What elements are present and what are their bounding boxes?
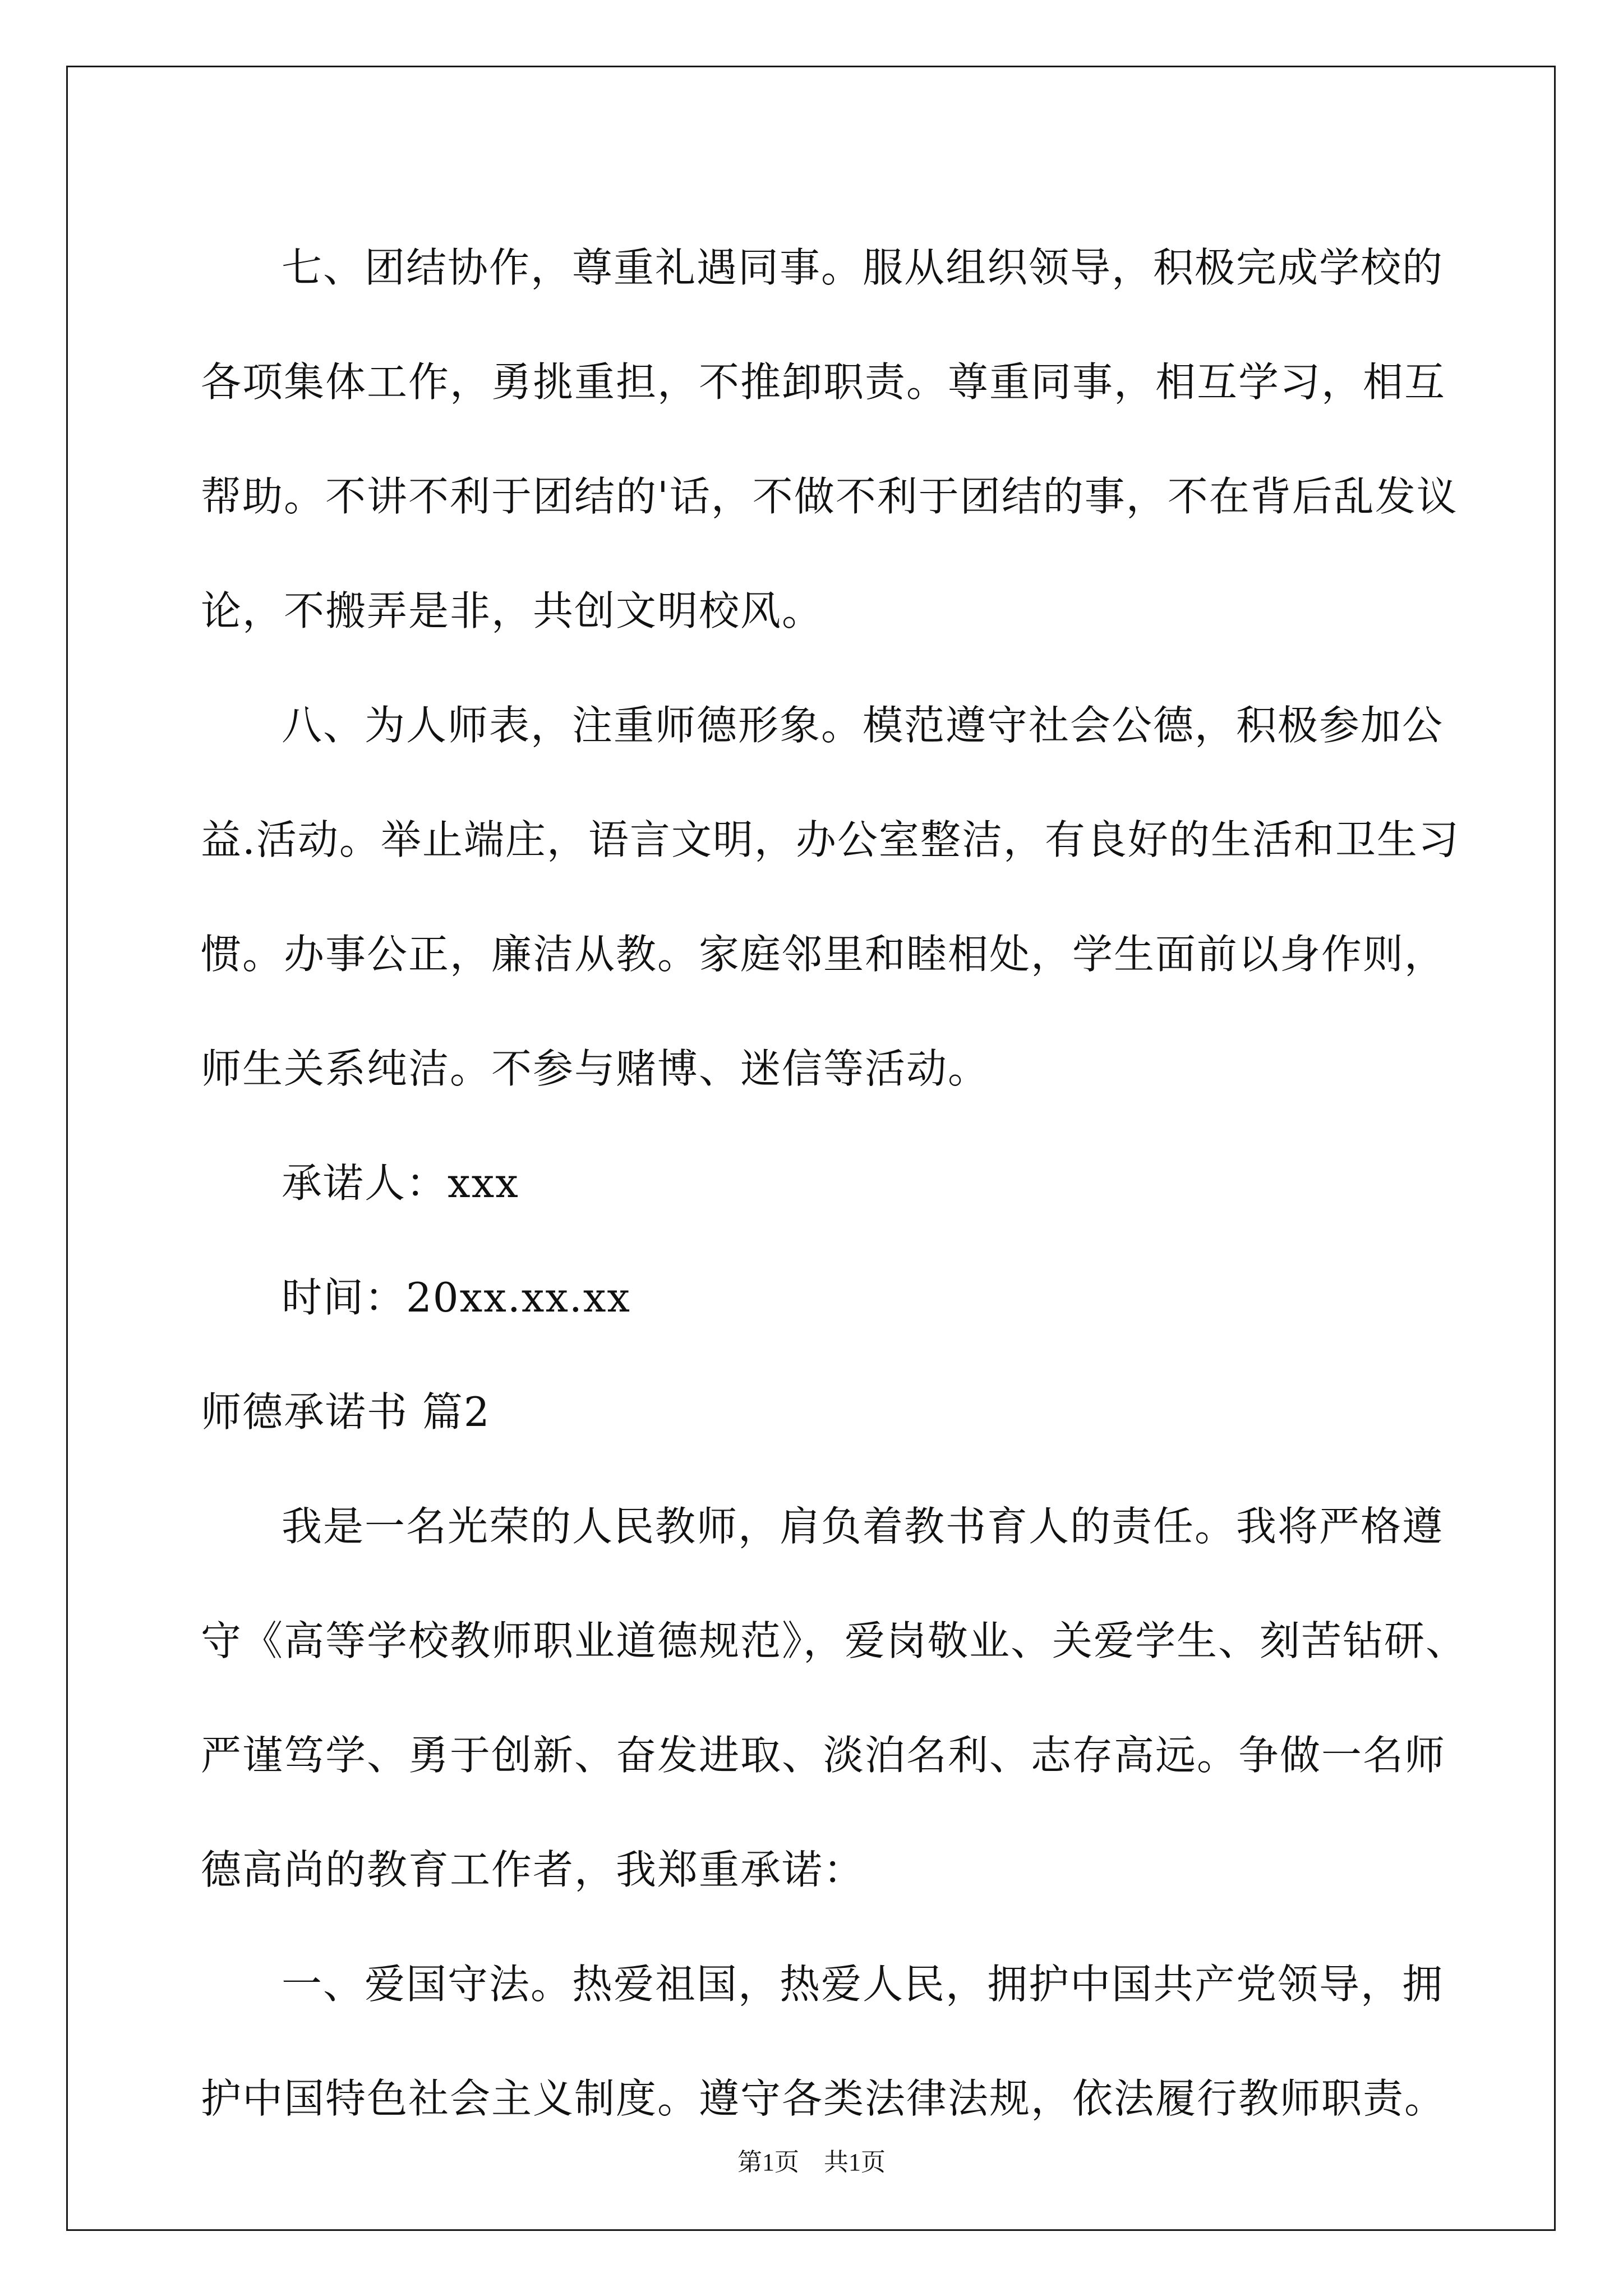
text-line: 七、团结协作，尊重礼遇同事。服从组织领导，积极完成学校的 [282,244,1444,291]
text-line: 护中国特色社会主义制度。遵守各类法律法规，依法履行教师职责。 [201,2075,1446,2122]
page-footer: 第1页 共1页 [737,2148,886,2176]
document-body [201,210,1491,2156]
promisor-line: 承诺人：xxx [282,1159,519,1207]
section-title: 师德承诺书 篇2 [201,1388,491,1435]
text-line: 德高尚的教育工作者，我郑重承诺： [201,1846,865,1893]
paragraph-article-7 [201,210,1491,668]
text-line: 一、爱国守法。热爱祖国，热爱人民，拥护中国共产党领导，拥 [282,1961,1444,2008]
paragraph-article-1 [201,1927,1491,2156]
date-line: 时间：20xx.xx.xx [282,1274,631,1321]
paragraph-intro [201,1469,1491,1927]
text-line: 益.活动。举止端庄，语言文明，办公室整洁，有良好的生活和卫生习 [201,816,1460,863]
text-line: 论，不搬弄是非，共创文明校风。 [201,587,824,634]
text-line: 惯。办事公正，廉洁从教。家庭邻里和睦相处，学生面前以身作则， [201,931,1446,978]
text-line: 帮助。不讲不利于团结的'话，不做不利于团结的事，不在背后乱发议 [201,473,1458,520]
paragraph-article-8 [201,668,1491,1126]
text-line: 守《高等学校教师职业道德规范》，爱岗敬业、关爱学生、刻苦钻研、 [201,1617,1468,1664]
text-line: 我是一名光荣的人民教师，肩负着教书育人的责任。我将严格遵 [282,1503,1444,1550]
text-line: 师生关系纯洁。不参与赌博、迷信等活动。 [201,1045,990,1092]
text-line: 八、为人师表，注重师德形象。模范遵守社会公德，积极参加公 [282,702,1444,749]
text-line: 各项集体工作，勇挑重担，不推卸职责。尊重同事，相互学习，相互 [201,358,1446,406]
text-line: 严谨笃学、勇于创新、奋发进取、淡泊名利、志存高远。争做一名师 [201,1732,1446,1779]
